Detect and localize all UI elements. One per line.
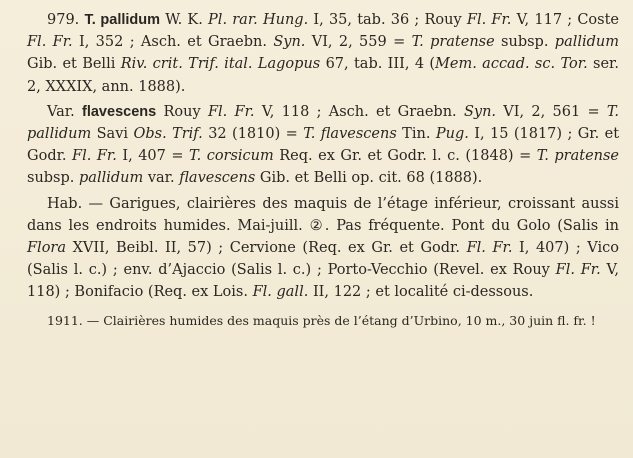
- citation-text: ser. 2, XXXIX, ann. 1888).: [27, 56, 619, 95]
- citation-text: 32 (1810) =: [208, 126, 298, 143]
- citation-title: Syn.: [273, 34, 306, 51]
- citation-title: Flora: [27, 240, 67, 257]
- variety-paragraph: [27, 101, 619, 190]
- habitat-text: II, 122 ; et localité ci-dessous.: [312, 284, 534, 301]
- habitat-paragraph: [27, 193, 619, 304]
- synonym-name: T. pratense: [536, 148, 620, 165]
- synonym-name: T. corsicum: [189, 148, 274, 165]
- entry-number: 979.: [47, 12, 80, 28]
- habitat-text: I, 407) ; Vico (Salis l. c.) ; env. d’Ajaccio (Salis l. c.) ; Porto-Vecchio (Revel. ex Rouy: [27, 240, 620, 279]
- habitat-text: V, 118) ; Bonifacio (Req. ex Lois.: [27, 262, 620, 301]
- citation-text: var.: [147, 170, 175, 187]
- synonym-name: T. flavescens: [303, 126, 397, 143]
- synonym-name: T. pratense: [411, 34, 495, 51]
- citation-title: Pug.: [435, 126, 469, 143]
- citation-text: Req. ex Gr. et Godr. l. c. (1848) =: [279, 148, 532, 165]
- species-entry-paragraph: [27, 9, 619, 98]
- citation-text: VI, 2, 561 =: [503, 103, 600, 120]
- citation-title: Fl. Fr.: [466, 240, 513, 257]
- citation-text: I, 407 =: [122, 148, 184, 165]
- citation-title: Fl. Fr.: [207, 103, 255, 120]
- citation-text: Savi: [96, 126, 129, 143]
- variety-name: flavescens: [82, 103, 157, 120]
- citation-text: V, 118 ; Asch. et Graebn.: [261, 103, 457, 120]
- habitat-text: XVII, Beibl. II, 57) ; Cervione (Req. ex Gr. et Godr.: [72, 240, 460, 257]
- synonym-name: T. pallidum: [27, 103, 620, 143]
- citation-text: I, 15 (1817) ; Gr. et Godr.: [27, 126, 620, 165]
- citation-title: Obs. Trif.: [133, 126, 203, 143]
- citation-title: Fl. Fr.: [27, 34, 73, 51]
- species-name: T. pallidum: [84, 12, 161, 28]
- citation-title: Riv. crit. Trif. ital. Lagopus: [120, 56, 321, 73]
- habitat-text: Hab. — Garigues, clairières des maquis de l’étage inférieur, croissant aussi dans les endroits humides. Mai-juill. ②. Pas fréquente. Pont du Golo (Salis in: [27, 195, 619, 234]
- citation-text: V, 117 ; Coste: [516, 12, 620, 28]
- citation-text: 67, tab. III, 4 (: [325, 56, 436, 73]
- citation-text: subsp.: [27, 170, 75, 187]
- citation-title: Mem. accad. sc. Tor.: [435, 56, 588, 73]
- synonym-name: pallidum: [79, 170, 144, 187]
- citation-title: Fl. Fr.: [72, 148, 117, 165]
- citation-text: Tin.: [402, 126, 431, 143]
- citation-title: Syn.: [463, 103, 497, 120]
- citation-title: Pl. rar. Hung.: [208, 12, 309, 28]
- citation-text: Rouy: [163, 103, 201, 120]
- citation-text: I, 352 ; Asch. et Graebn.: [79, 34, 267, 51]
- citation-text: Gib. et Belli: [27, 56, 116, 73]
- citation-title: Fl. Fr.: [466, 12, 512, 28]
- citation-text: Gib. et Belli op. cit. 68 (1888).: [259, 170, 483, 187]
- citation-text: I, 35, tab. 36 ; Rouy: [313, 12, 462, 28]
- collection-record: 1911. — Clairières humides des maquis près de l’étang d’Urbino, 10 m., 30 juin fl. fr. !: [47, 312, 596, 328]
- synonym-name: pallidum: [554, 34, 620, 51]
- citation-text: subsp.: [501, 34, 549, 51]
- variety-label: Var.: [47, 103, 75, 120]
- synonym-name: flavescens: [179, 170, 256, 187]
- author-abbrev: W. K.: [165, 12, 203, 28]
- citation-title: Fl. Fr.: [555, 262, 601, 279]
- citation-title: Fl. gall.: [252, 284, 309, 301]
- citation-text: VI, 2, 559 =: [311, 34, 406, 51]
